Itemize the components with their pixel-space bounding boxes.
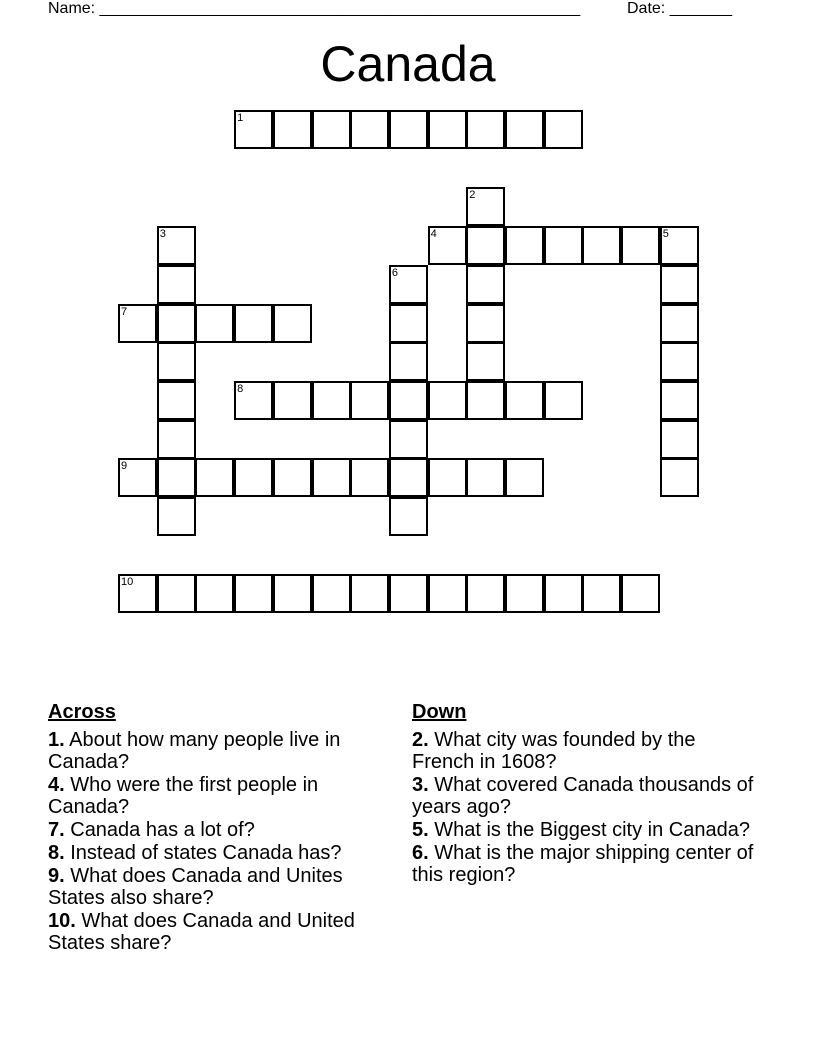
clue-number: 5: [662, 228, 669, 241]
clue-number: 4.: [48, 774, 65, 796]
grid-cell[interactable]: [582, 574, 621, 613]
grid-cell[interactable]: [312, 381, 351, 420]
grid-cell[interactable]: [505, 458, 544, 497]
clue-text: What is the major shipping center of this region?: [412, 842, 754, 886]
clue-number: 10: [121, 576, 134, 589]
grid-cell[interactable]: [118, 458, 157, 497]
grid-cell[interactable]: [621, 574, 660, 613]
clue-text: What does Canada and Unites States also share?: [48, 865, 343, 909]
grid-cell[interactable]: [350, 381, 389, 420]
grid-cell[interactable]: [157, 342, 196, 381]
grid-cell[interactable]: [234, 458, 273, 497]
across-heading: Across: [48, 701, 116, 723]
grid-cell[interactable]: [157, 304, 196, 343]
down-clues: [412, 701, 762, 887]
grid-cell[interactable]: [466, 226, 505, 265]
clue-number: 9: [121, 460, 128, 473]
grid-cell[interactable]: [428, 110, 467, 149]
date-line[interactable]: Date: _______: [627, 0, 732, 17]
grid-cell[interactable]: [157, 381, 196, 420]
grid-cell[interactable]: [660, 226, 699, 265]
clue-text: About how many people live in Canada?: [48, 729, 341, 773]
grid-cell[interactable]: [157, 265, 196, 304]
grid-cell[interactable]: [118, 304, 157, 343]
grid-cell[interactable]: [505, 381, 544, 420]
clue-number: 4: [430, 228, 437, 241]
grid-cell[interactable]: [660, 304, 699, 343]
grid-cell[interactable]: [273, 381, 312, 420]
grid-cell[interactable]: [582, 226, 621, 265]
grid-cell[interactable]: [273, 458, 312, 497]
clue-number: 2: [469, 189, 476, 202]
grid-cell[interactable]: [350, 110, 389, 149]
grid-cell[interactable]: [157, 226, 196, 265]
across-clue: [48, 774, 398, 818]
grid-cell[interactable]: [234, 110, 273, 149]
clue-number: 5.: [412, 819, 429, 841]
clue-number: 6: [391, 266, 399, 279]
across-clue: [48, 865, 398, 909]
grid-cell[interactable]: [466, 304, 505, 343]
clue-number: 6.: [412, 842, 429, 864]
clue-number: 2.: [412, 729, 429, 751]
across-clues: [48, 701, 398, 955]
grid-cell[interactable]: [544, 574, 583, 613]
grid-cell[interactable]: [389, 458, 428, 497]
clue-number: 9.: [48, 865, 65, 887]
clue-text: What is the Biggest city in Canada?: [428, 819, 750, 841]
grid-cell[interactable]: [428, 226, 467, 265]
clue-number: 3: [159, 228, 166, 241]
grid-cell[interactable]: [389, 381, 428, 420]
clue-text: What covered Canada thousands of years ago?: [412, 774, 754, 818]
grid-cell[interactable]: [195, 304, 234, 343]
grid-cell[interactable]: [660, 458, 699, 497]
down-clue: [412, 842, 762, 886]
grid-cell[interactable]: [389, 342, 428, 381]
grid-cell[interactable]: [466, 574, 505, 613]
clue-text: What city was founded by the French in 1608?: [412, 729, 696, 773]
grid-cell[interactable]: [234, 381, 273, 420]
down-clue: [412, 819, 762, 841]
grid-cell[interactable]: [118, 574, 157, 613]
grid-cell[interactable]: [466, 110, 505, 149]
across-clue: [48, 842, 398, 864]
clue-number: 1: [237, 112, 244, 124]
clue-number: 8: [237, 382, 244, 395]
clue-text: Who were the first people in Canada?: [48, 774, 319, 818]
down-clue: [412, 729, 762, 773]
clue-number: 3.: [412, 774, 429, 796]
grid-cell[interactable]: [544, 381, 583, 420]
down-clue: [412, 774, 762, 818]
grid-cell[interactable]: [350, 458, 389, 497]
grid-cell[interactable]: [505, 226, 544, 265]
grid-cell[interactable]: [312, 574, 351, 613]
grid-cell[interactable]: [195, 574, 234, 613]
grid-cell[interactable]: [428, 574, 467, 613]
clue-text: Instead of states Canada has?: [64, 842, 342, 864]
clue-text: Canada has a lot of?: [64, 819, 255, 841]
grid-cell[interactable]: [466, 342, 505, 381]
grid-cell[interactable]: [234, 304, 273, 343]
page-title: Canada: [320, 36, 496, 92]
grid-cell[interactable]: [466, 265, 505, 304]
grid-cell[interactable]: [389, 110, 428, 149]
grid-cell[interactable]: [389, 574, 428, 613]
name-line[interactable]: Name: ______________________________________________________: [48, 0, 581, 17]
grid-cell[interactable]: [660, 342, 699, 381]
grid-cell[interactable]: [466, 458, 505, 497]
grid-cell[interactable]: [195, 458, 234, 497]
grid-cell[interactable]: [505, 574, 544, 613]
clue-number: 1.: [48, 729, 65, 751]
grid-cell[interactable]: [660, 381, 699, 420]
grid-cell[interactable]: [389, 497, 428, 536]
down-heading: Down: [412, 701, 467, 723]
grid-cell[interactable]: [234, 574, 273, 613]
clue-number: 7.: [48, 819, 65, 841]
grid-cell[interactable]: [157, 574, 196, 613]
clue-number: 10.: [48, 910, 76, 932]
grid-cell[interactable]: [660, 265, 699, 304]
grid-cell[interactable]: [389, 265, 428, 304]
grid-cell[interactable]: [544, 110, 583, 149]
grid-cell[interactable]: [157, 497, 196, 536]
grid-cell[interactable]: [660, 420, 699, 459]
across-clue: [48, 729, 398, 773]
grid-cell[interactable]: [505, 110, 544, 149]
across-clue: [48, 910, 398, 954]
across-clue: [48, 819, 398, 841]
grid-cell[interactable]: [389, 420, 428, 459]
grid-cell[interactable]: [621, 226, 660, 265]
grid-cell[interactable]: [312, 110, 351, 149]
grid-cell[interactable]: [157, 458, 196, 497]
grid-cell[interactable]: [273, 574, 312, 613]
grid-cell[interactable]: [350, 574, 389, 613]
clue-number: 8.: [48, 842, 65, 864]
grid-cell[interactable]: [466, 381, 505, 420]
grid-cell[interactable]: [312, 458, 351, 497]
grid-cell[interactable]: [466, 187, 505, 226]
grid-cell[interactable]: [273, 304, 312, 343]
grid-cell[interactable]: [157, 420, 196, 459]
grid-cell[interactable]: [544, 226, 583, 265]
grid-cell[interactable]: [273, 110, 312, 149]
grid-cell[interactable]: [389, 304, 428, 343]
clue-text: What does Canada and United States share?: [48, 910, 355, 954]
grid-cell[interactable]: [428, 458, 467, 497]
clue-number: 7: [121, 305, 128, 318]
grid-cell[interactable]: [428, 381, 467, 420]
